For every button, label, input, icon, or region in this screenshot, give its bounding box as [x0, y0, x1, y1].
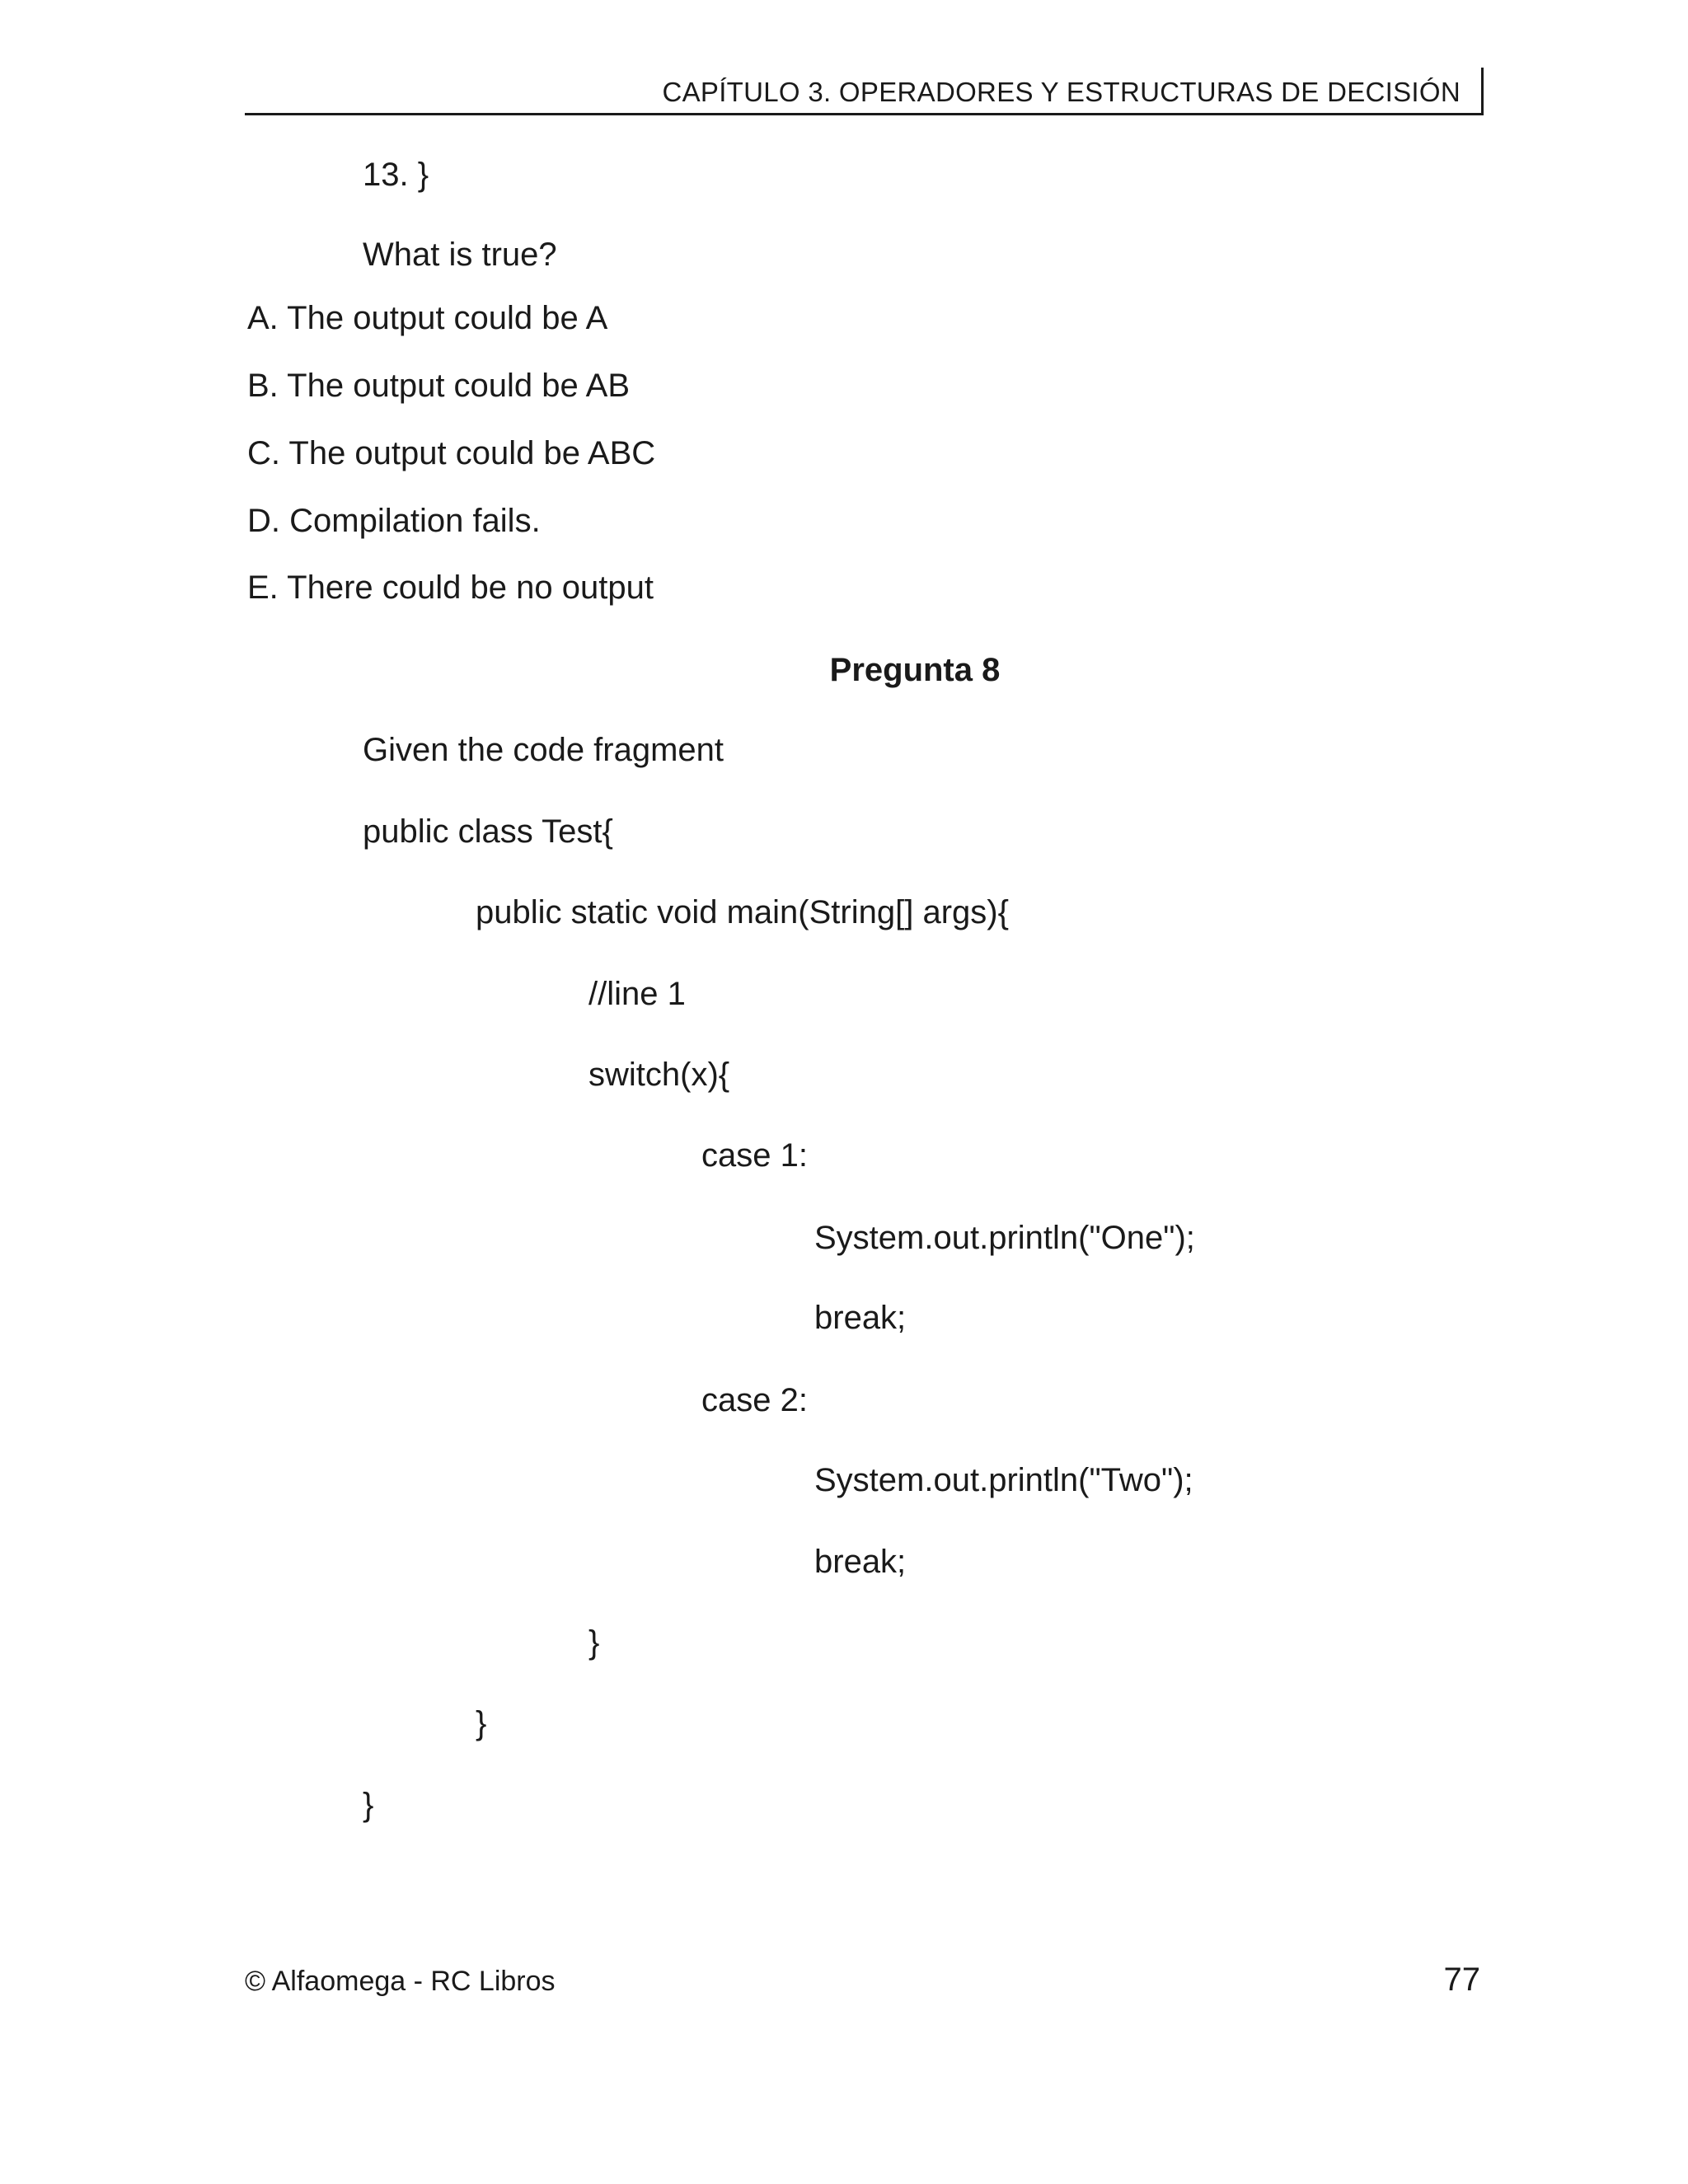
- code-line: System.out.println("Two");: [814, 1462, 1193, 1498]
- code-line: }: [476, 1705, 487, 1741]
- running-header: [245, 68, 1484, 115]
- question-text: What is true?: [363, 237, 557, 273]
- question-intro: Given the code fragment: [363, 732, 724, 768]
- code-line: switch(x){: [588, 1057, 730, 1093]
- code-line: }: [588, 1624, 600, 1661]
- option-d: D. Compilation fails.: [247, 503, 541, 539]
- code-line: case 2:: [701, 1382, 808, 1418]
- code-line: public class Test{: [363, 813, 613, 850]
- option-c: C. The output could be ABC: [247, 435, 656, 471]
- code-line: }: [363, 1787, 374, 1823]
- page-number: 77: [1443, 1961, 1480, 1998]
- code-line: break;: [814, 1544, 907, 1580]
- code-line-13: 13. }: [363, 157, 429, 193]
- code-line: case 1:: [701, 1137, 808, 1174]
- code-line: System.out.println("One");: [814, 1220, 1195, 1256]
- question-heading: Pregunta 8: [829, 652, 1001, 688]
- code-line: //line 1: [588, 976, 686, 1012]
- footer-copyright: © Alfaomega - RC Libros: [245, 1966, 556, 1997]
- code-line: public static void main(String[] args){: [476, 894, 1009, 930]
- option-a: A. The output could be A: [247, 300, 608, 336]
- option-e: E. There could be no output: [247, 569, 654, 606]
- option-b: B. The output could be AB: [247, 368, 631, 404]
- chapter-title: CAPÍTULO 3. OPERADORES Y ESTRUCTURAS DE DECISIÓN: [662, 77, 1461, 107]
- code-line: break;: [814, 1300, 907, 1336]
